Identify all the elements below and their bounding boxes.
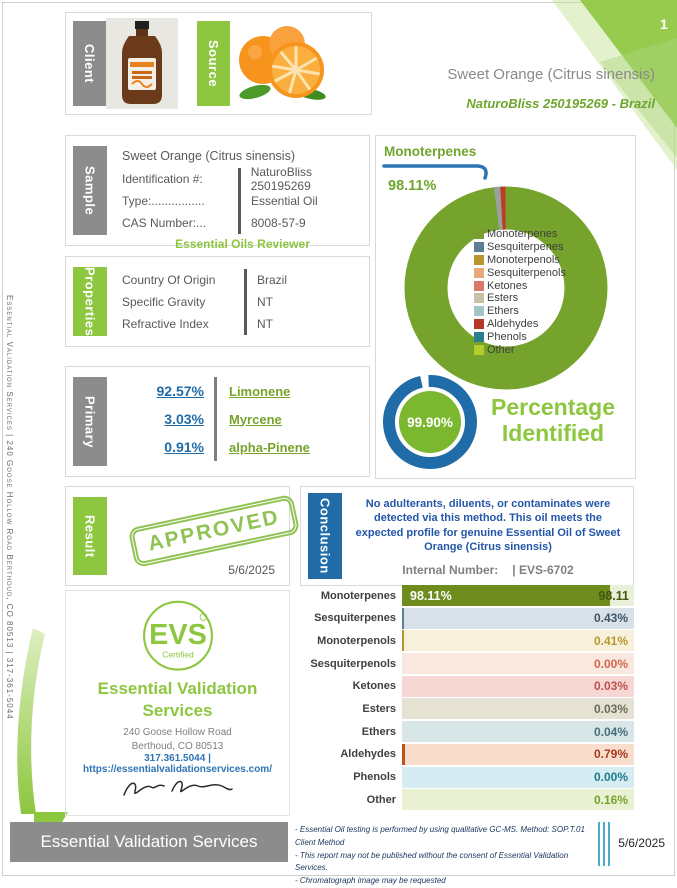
- company-name-line2: Services: [142, 701, 213, 721]
- legend-color-swatch: [474, 268, 484, 278]
- table-row: [300, 653, 634, 674]
- legend-color-swatch: [474, 319, 484, 329]
- property-label: Refractive Index: [122, 317, 209, 331]
- row-label: Ethers: [361, 725, 396, 738]
- legend-color-swatch: [474, 306, 484, 316]
- page-title: Sweet Orange (Citrus sinensis): [447, 66, 655, 83]
- legend-color-swatch: [474, 255, 484, 265]
- legend-color-swatch: [474, 229, 484, 239]
- client-tab-label: Client: [82, 43, 97, 84]
- sample-tab-label: Sample: [82, 165, 98, 216]
- primary-tab: [73, 377, 107, 466]
- sample-row: [122, 190, 363, 212]
- sample-row-value: NaturoBliss 250195269: [250, 165, 313, 193]
- row-value: 0.79%: [593, 747, 628, 762]
- logo-letters: EVS: [148, 619, 207, 652]
- primary-tab-label: Primary: [82, 395, 98, 448]
- client-tab: [73, 21, 106, 106]
- properties-tab-label: Properties: [82, 266, 98, 337]
- result-section: [65, 486, 290, 586]
- table-row: [300, 744, 634, 765]
- table-row: [300, 676, 634, 697]
- properties-row: [122, 313, 363, 335]
- sidebar-vertical-text: Essential Validation Services | 240 Goose Hollow Road Berthoud, CO 80513 | 317-361-5044: [5, 295, 14, 720]
- sample-row-label: CAS Number:...: [122, 216, 207, 230]
- row-label: Ketones: [352, 680, 396, 693]
- legend-color-swatch: [474, 345, 484, 355]
- properties-section: [65, 256, 370, 347]
- company-address-line1: 240 Goose Hollow Road: [123, 727, 232, 739]
- company-address-line2: Berthoud, CO 80513: [131, 740, 224, 752]
- table-row: [300, 585, 634, 606]
- row-label: Monoterpenes: [320, 589, 396, 602]
- legend-color-swatch: [474, 293, 484, 303]
- legend-label: Monoterpenes: [487, 228, 558, 241]
- conclusion-tab: [308, 493, 342, 579]
- legend-item: [474, 318, 604, 331]
- table-row: [300, 630, 634, 651]
- primary-row: [122, 377, 363, 405]
- company-phone: 317.361.5044 |: [144, 753, 211, 765]
- legend-label: Aldehydes: [487, 317, 539, 330]
- result-date: 5/6/2025: [228, 563, 275, 577]
- divider: [244, 269, 247, 291]
- legend-item: [474, 241, 604, 254]
- footer-note: - Essential Oil testing is performed by using qualitative GC-MS. Method: SOP.T.01 Client Method: [295, 825, 585, 847]
- green-swoosh-decoration: [0, 628, 70, 824]
- donut-callout-value: 98.11%: [388, 178, 437, 194]
- row-value-cell: [402, 630, 634, 651]
- source-tab: [197, 21, 230, 106]
- sample-row-label: Identification #:: [122, 172, 203, 186]
- conclusion-section: [300, 486, 634, 586]
- company-name-line1: Essential Validation: [97, 679, 258, 698]
- legend-item: [474, 228, 604, 241]
- sample-reviewer-note: Essential Oils Reviewer: [175, 237, 310, 251]
- property-label: Specific Gravity: [122, 295, 206, 309]
- sample-name: Sweet Orange (Citrus sinensis): [122, 149, 295, 163]
- divider: [238, 190, 241, 212]
- row-value: 0.41%: [593, 633, 628, 648]
- internal-number: [351, 563, 625, 577]
- sample-row: [122, 212, 363, 234]
- company-section: [65, 590, 290, 816]
- row-value: 0.03%: [593, 701, 628, 716]
- properties-tab: [73, 267, 107, 336]
- internal-number-label: Internal Number:: [402, 563, 499, 577]
- divider: [238, 168, 241, 190]
- legend-label: Monoterpenols: [487, 253, 560, 266]
- row-label: Monoterpenols: [317, 634, 396, 647]
- primary-percent: 3.03%: [164, 411, 204, 427]
- legend-item: [474, 266, 604, 279]
- row-label: Aldehydes: [340, 748, 396, 761]
- properties-row: [122, 269, 363, 291]
- primary-percent: 92.57%: [156, 383, 204, 399]
- row-value-cell: [402, 789, 634, 810]
- legend-item: [474, 292, 604, 305]
- row-value-cell: [402, 608, 634, 629]
- primary-compound: Limonene: [229, 383, 291, 399]
- result-tab: [73, 497, 107, 575]
- table-row: [300, 789, 634, 810]
- primary-row: [122, 433, 363, 461]
- legend-color-swatch: [474, 332, 484, 342]
- legend-label: Other: [487, 343, 515, 356]
- table-row: [300, 698, 634, 719]
- property-value: Brazil: [257, 273, 288, 287]
- footer-divider-lines: [598, 822, 610, 866]
- donut-chart-title: Monoterpenes: [384, 144, 477, 159]
- row-value-cell: [402, 744, 634, 765]
- table-row: [300, 721, 634, 742]
- legend-label: Ethers: [487, 305, 519, 318]
- sample-section: [65, 135, 370, 251]
- legend-color-swatch: [474, 242, 484, 252]
- primary-row: [122, 405, 363, 433]
- divider: [214, 433, 217, 461]
- footer-brand: Essential Validation Services: [10, 822, 288, 862]
- legend-item: [474, 279, 604, 292]
- sample-tab: [73, 146, 107, 235]
- divider: [238, 212, 241, 234]
- row-label: Sesquiterpenes: [314, 612, 396, 625]
- conclusion-tab-label: Conclusion: [317, 498, 333, 574]
- evs-certified-logo: [138, 595, 218, 673]
- legend-item: [474, 305, 604, 318]
- row-value: 0.04%: [593, 724, 628, 739]
- approved-stamp: APPROVED: [128, 494, 301, 568]
- value-bar: [402, 608, 404, 629]
- signature: [118, 775, 238, 801]
- row-value: 0.16%: [593, 792, 628, 807]
- internal-number-value: | EVS-6702: [512, 563, 574, 577]
- row-value-cell: [402, 721, 634, 742]
- row-value-cell: [402, 585, 634, 606]
- category-percentages-table: [300, 585, 634, 813]
- row-value: 0.00%: [593, 656, 628, 671]
- legend-label: Sesquiterpenes: [487, 241, 564, 254]
- legend-color-swatch: [474, 281, 484, 291]
- conclusion-text: No adulterants, diluents, or contaminates were detected via this method. This oil meets the expected profile for genuine Essential Oil of Sweet Orange (Citrus sinensis): [355, 498, 621, 553]
- sample-row-value: 8008-57-9: [251, 216, 306, 230]
- value-bar: [402, 630, 404, 651]
- divider: [214, 377, 217, 405]
- divider: [244, 313, 247, 335]
- row-label: Sesquiterpenols: [310, 657, 396, 670]
- company-url-link[interactable]: https://essentialvalidationservices.com/: [83, 764, 272, 776]
- donut-legend: [474, 228, 604, 356]
- composition-chart-section: [375, 135, 636, 479]
- legend-label: Ketones: [487, 279, 528, 292]
- footer-note: - Chromatograph image may be requested: [295, 876, 446, 886]
- properties-row: [122, 291, 363, 313]
- row-label: Phenols: [353, 771, 396, 783]
- footer-notes: [295, 824, 591, 888]
- row-value: 0.43%: [593, 611, 628, 626]
- gauge-label: Percentage Identified: [490, 394, 615, 447]
- row-label: Other: [366, 793, 396, 806]
- primary-compound: Myrcene: [229, 411, 282, 427]
- footer-note: - This report may not be published without the consent of Essential Validation Services.: [295, 850, 569, 873]
- row-label: Esters: [362, 702, 396, 715]
- primary-compound: alpha-Pinene: [229, 439, 310, 455]
- legend-item: [474, 343, 604, 356]
- bar-value-label: 98.11%: [410, 588, 452, 603]
- sample-row-value: Essential Oil: [251, 194, 318, 208]
- sample-row-label: Type:................: [122, 194, 205, 208]
- row-value-cell: [402, 676, 634, 697]
- row-value-cell: [402, 698, 634, 719]
- ghost-value: 98.11: [598, 588, 629, 603]
- divider: [214, 405, 217, 433]
- value-bar: [402, 744, 405, 765]
- property-value: NT: [257, 295, 273, 309]
- page-subtitle: NaturoBliss 250195269 - Brazil: [466, 96, 655, 111]
- footer-date: 5/6/2025: [618, 836, 665, 850]
- sample-row: [122, 165, 363, 193]
- table-row: [300, 767, 634, 788]
- divider: [244, 291, 247, 313]
- logo-certified-text: Certified: [161, 649, 194, 660]
- row-value: 0.03%: [593, 679, 628, 694]
- row-value: 0.00%: [593, 770, 628, 784]
- legend-label: Esters: [487, 292, 519, 305]
- gauge-value: 99.90%: [407, 415, 453, 430]
- legend-label: Sesquiterpenols: [487, 266, 566, 279]
- property-value: NT: [257, 317, 273, 331]
- table-row: [300, 608, 634, 629]
- row-value-cell: [402, 653, 634, 674]
- result-tab-label: Result: [82, 514, 98, 558]
- legend-item: [474, 254, 604, 267]
- percentage-identified-gauge: [380, 372, 480, 472]
- source-tab-label: Source: [206, 39, 221, 88]
- row-value-cell: [402, 767, 634, 788]
- primary-constituents-section: [65, 366, 370, 477]
- property-label: Country Of Origin: [122, 273, 216, 287]
- client-product-bottle-image: [106, 18, 178, 109]
- page-number: 1: [660, 16, 668, 32]
- legend-label: Phenols: [487, 330, 527, 343]
- legend-item: [474, 330, 604, 343]
- primary-percent: 0.91%: [164, 439, 204, 455]
